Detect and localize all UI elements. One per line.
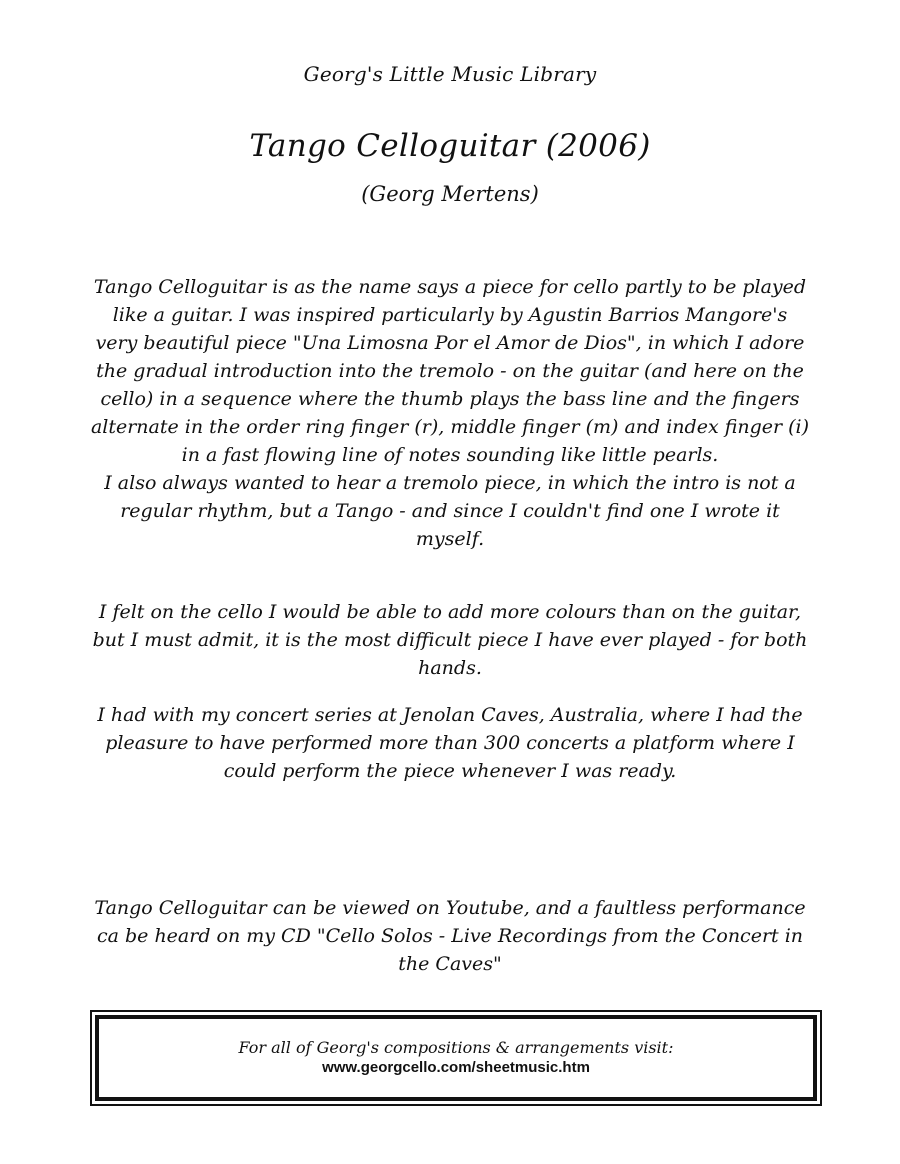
description-text-3: I had with my concert series at Jenolan Caves, Australia, where I had the pleasure to have performed more than 300 concerts a platform where I could perform the piece whenever I was ready. — [97, 704, 803, 782]
description-paragraph-2 — [90, 598, 810, 682]
page-title: Tango Celloguitar (2006) — [249, 128, 651, 164]
footer-caption: For all of Georg's compositions & arrangements visit: — [238, 1038, 674, 1057]
youtube-cd-note — [90, 894, 810, 978]
library-name: Georg's Little Music Library — [303, 62, 597, 86]
footer-inner-frame — [95, 1015, 817, 1101]
youtube-cd-text: Tango Celloguitar can be viewed on Youtube, and a faultless performance ca be heard on my CD "Cello Solos - Live Recordings from the Concert in the Caves" — [94, 897, 806, 975]
description-text-2: I felt on the cello I would be able to add more colours than on the guitar, but I must admit, it is the most difficult piece I have ever played - for both hands. — [92, 601, 808, 679]
description-text-1a: Tango Celloguitar is as the name says a piece for cello partly to be played like a guitar. I was inspired particularly by Agustin Barrios Mangore's very beautiful piece "Una Limosna Por el Amor de Dios", in which I adore the gradual introduction into the tremolo - on the guitar (and here on the cello) in a sequence where the thumb plays the bass line and the fingers alternate in the order ring finger (r), middle finger (m) and index finger (i) in a fast flowing line of notes sounding like little pearls. — [90, 276, 810, 466]
description-text-1b: I also always wanted to hear a tremolo piece, in which the intro is not a regular rhythm, but a Tango - and since I couldn't find one I wrote it myself. — [104, 472, 796, 550]
footer-url-link[interactable]: www.georgcello.com/sheetmusic.htm — [322, 1059, 590, 1076]
description-paragraph-1 — [90, 273, 810, 553]
description-paragraph-3 — [90, 701, 810, 785]
footer-box — [90, 1010, 822, 1106]
composer-name: (Georg Mertens) — [361, 182, 539, 206]
